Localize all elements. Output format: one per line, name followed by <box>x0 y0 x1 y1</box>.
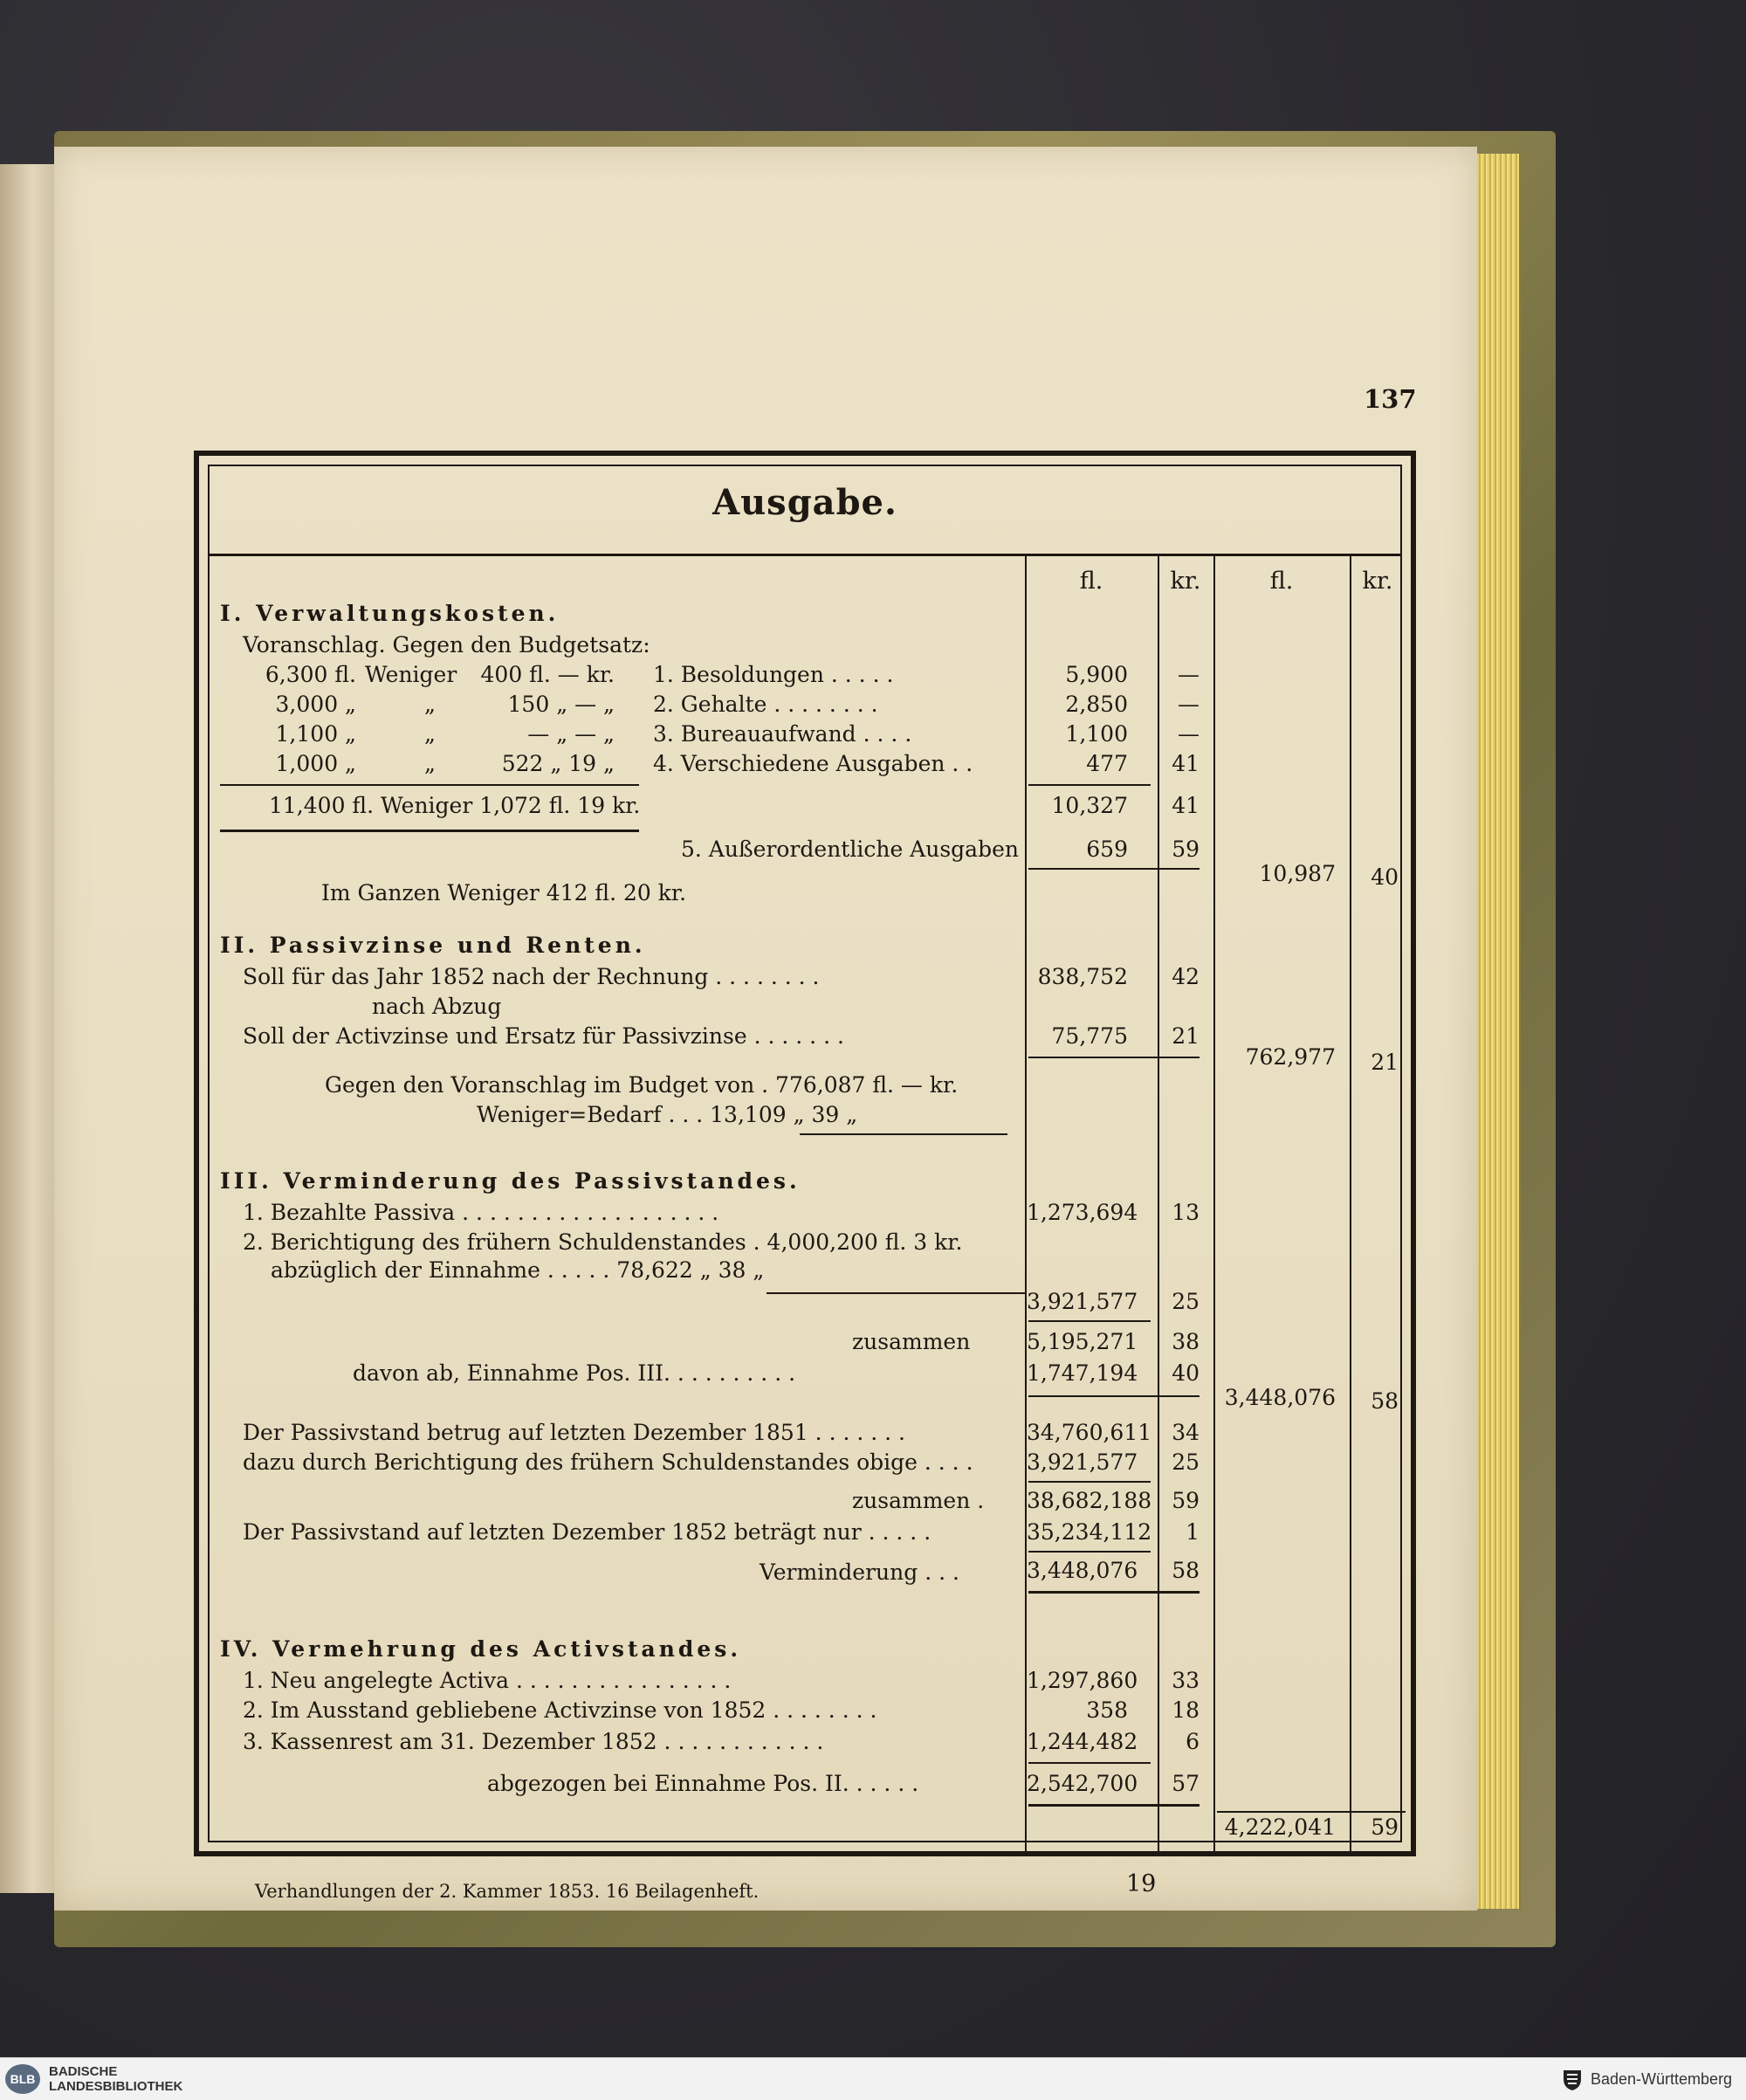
page-title: Ausgabe. <box>712 482 897 523</box>
page-edges <box>1477 154 1521 1909</box>
col-header-fl-2: fl. <box>1269 568 1294 595</box>
sec3-reduction-fl: 3,448,076 <box>1027 1558 1138 1583</box>
rule <box>1217 1811 1406 1813</box>
rule <box>1028 1481 1151 1483</box>
sec2-budget-label: Gegen den Voranschlag im Budget von . 776,087 fl. — kr. <box>325 1072 959 1098</box>
rule <box>800 1133 1007 1135</box>
sec1-intro: Voranschlag. Gegen den Budgetsatz: <box>243 632 650 658</box>
sec3-sum1-kr: 38 <box>1172 1329 1200 1354</box>
sec1-extra-kr: 59 <box>1172 837 1200 862</box>
footer-publication: Verhandlungen der 2. Kammer 1853. 16 Beilagenheft. <box>255 1881 760 1902</box>
sec1-budget: 1,100 „ <box>275 721 356 747</box>
viewer-bottom-bar <box>0 2057 1746 2100</box>
sec1-word: „ <box>424 692 436 717</box>
col-header-kr-1: kr. <box>1170 568 1201 595</box>
left-facing-page <box>0 164 56 1893</box>
blb-logo-icon[interactable]: BLB <box>5 2064 40 2094</box>
column-divider <box>1213 555 1215 1851</box>
sec2-total-fl: 762,977 <box>1245 1044 1336 1070</box>
sec3-p1-label: Der Passivstand betrug auf letzten Dezember 1851 . . . . . . . <box>243 1420 905 1445</box>
col-header-fl-1: fl. <box>1079 568 1103 595</box>
footer-signature-mark: 19 <box>1126 1870 1157 1897</box>
sec3-p2-label: dazu durch Berichtigung des frühern Schuldenstandes obige . . . . <box>243 1449 973 1475</box>
sec1-summary: Im Ganzen Weniger 412 fl. 20 kr. <box>321 880 687 905</box>
rule <box>220 830 639 832</box>
rule <box>766 1292 1025 1294</box>
sec4-row2-label: 2. Im Ausstand gebliebene Activzinse von 1852 . . . . . . . . <box>243 1697 877 1723</box>
section-heading-4: IV. Vermehrung des Activstandes. <box>220 1636 742 1662</box>
sec4-row1-fl: 1,297,860 <box>1027 1668 1138 1693</box>
sec3-minus-label: davon ab, Einnahme Pos. III. . . . . . . . . . <box>353 1360 796 1386</box>
sec1-diff: 400 fl. — kr. <box>480 662 615 687</box>
sec3-total-kr: 58 <box>1371 1388 1399 1414</box>
sec3-p1-fl: 34,760,611 <box>1027 1420 1152 1445</box>
rule <box>1028 868 1200 870</box>
sec1-diff: 522 „ 19 „ <box>501 751 615 776</box>
sec4-minus-label: abgezogen bei Einnahme Pos. II. . . . . . <box>487 1771 919 1796</box>
sec1-word: „ <box>424 751 436 776</box>
sec1-fl: 5,900 <box>1065 662 1128 687</box>
sec1-subtotal-text: 11,400 fl. Weniger 1,072 fl. 19 kr. <box>269 793 641 818</box>
sec3-p3-label: Der Passivstand auf letzten Dezember 1852 beträgt nur . . . . . <box>243 1519 931 1545</box>
sec4-row2-fl: 358 <box>1086 1697 1128 1723</box>
rule <box>1028 1320 1151 1322</box>
sec4-minus-fl: 2,542,700 <box>1027 1771 1138 1796</box>
sec2-row2-fl: 75,775 <box>1051 1023 1128 1049</box>
rule <box>1028 1057 1200 1058</box>
state-coat-of-arms-icon[interactable] <box>1561 2067 1584 2091</box>
sec1-fl: 2,850 <box>1065 692 1128 717</box>
sec1-diff: 150 „ — „ <box>507 692 615 717</box>
sec1-kr: — <box>1178 692 1200 717</box>
sec1-kr: — <box>1178 721 1200 747</box>
rule <box>1028 1762 1151 1764</box>
sec1-subtotal-fl: 10,327 <box>1051 793 1128 818</box>
sec1-extra-fl: 659 <box>1086 837 1128 862</box>
sec2-row2-label: Soll der Activzinse und Ersatz für Passivzinse . . . . . . . <box>243 1023 844 1049</box>
sec2-row2a-label: nach Abzug <box>372 994 502 1019</box>
sec3-sum1-fl: 5,195,271 <box>1027 1329 1138 1354</box>
state-name[interactable]: Baden-Württemberg <box>1591 2070 1733 2088</box>
sec4-row1-kr: 33 <box>1172 1668 1200 1693</box>
section-heading-1: I. Verwaltungskosten. <box>220 601 560 626</box>
sec3-row1-kr: 13 <box>1172 1200 1200 1225</box>
title-rule <box>208 554 1402 556</box>
sec3-sum1-label: zusammen <box>852 1329 971 1354</box>
sec3-row2-label: 2. Berichtigung des frühern Schuldenstandes . 4,000,200 fl. 3 kr. <box>243 1229 963 1255</box>
sec1-budget: 3,000 „ <box>275 692 356 717</box>
sec2-deficit-label: Weniger=Bedarf . . . 13,109 „ 39 „ <box>477 1102 858 1127</box>
rule <box>1028 784 1151 786</box>
sec1-total-fl: 10,987 <box>1259 861 1336 886</box>
sec1-fl: 1,100 <box>1065 721 1128 747</box>
sec1-subtotal-kr: 41 <box>1172 793 1200 818</box>
section-heading-2: II. Passivzinse und Renten. <box>220 933 646 958</box>
sec3-reduction-label: Verminderung . . . <box>760 1560 959 1585</box>
sec1-extra-label: 5. Außerordentliche Ausgaben <box>681 837 1019 862</box>
sec3-p3-kr: 1 <box>1186 1519 1200 1545</box>
sec1-total-kr: 40 <box>1371 864 1399 890</box>
sec4-row3-kr: 6 <box>1186 1729 1200 1754</box>
sec3-minus-fl: 1,747,194 <box>1027 1360 1138 1386</box>
sec1-word: Weniger <box>365 662 457 687</box>
sec1-budget: 6,300 fl. <box>265 662 356 687</box>
sec1-fl: 477 <box>1086 751 1128 776</box>
sec1-label: 1. Besoldungen . . . . . <box>653 662 894 687</box>
sec3-total-fl: 3,448,076 <box>1224 1385 1336 1410</box>
sec4-total-kr: 59 <box>1371 1814 1399 1840</box>
rule <box>1028 1551 1151 1553</box>
ledger-frame <box>194 451 1416 1856</box>
sec2-row1-kr: 42 <box>1172 964 1200 989</box>
sec4-row3-fl: 1,244,482 <box>1027 1729 1138 1754</box>
sec4-row3-label: 3. Kassenrest am 31. Dezember 1852 . . . . . . . . . . . . <box>243 1729 824 1754</box>
rule <box>1028 1395 1200 1397</box>
sec2-row1-fl: 838,752 <box>1037 964 1128 989</box>
sec1-label: 2. Gehalte . . . . . . . . <box>653 692 878 717</box>
sec2-total-kr: 21 <box>1371 1050 1399 1075</box>
sec4-minus-kr: 57 <box>1172 1771 1200 1796</box>
library-name-line-1: BADISCHE <box>49 2064 118 2079</box>
sec3-sum2-fl: 38,682,188 <box>1027 1488 1152 1513</box>
sec3-minus-kr: 40 <box>1172 1360 1200 1386</box>
book-page <box>54 147 1477 1911</box>
rule <box>220 784 639 786</box>
sec3-row2-fl: 3,921,577 <box>1027 1289 1138 1314</box>
rule <box>1028 1591 1200 1594</box>
sec1-label: 4. Verschiedene Ausgaben . . <box>653 751 973 776</box>
sec1-label: 3. Bureauaufwand . . . . <box>653 721 912 747</box>
sec2-row2-kr: 21 <box>1172 1023 1200 1049</box>
page-number: 137 <box>1364 384 1417 414</box>
sec1-diff: — „ — „ <box>527 721 615 747</box>
sec1-kr: 41 <box>1172 751 1200 776</box>
rule <box>1028 1804 1200 1807</box>
library-name[interactable] <box>49 2064 182 2094</box>
sec3-p2-fl: 3,921,577 <box>1027 1449 1138 1475</box>
sec3-row1-fl: 1,273,694 <box>1027 1200 1138 1225</box>
sec3-row2-kr: 25 <box>1172 1289 1200 1314</box>
sec3-p3-fl: 35,234,112 <box>1027 1519 1152 1545</box>
sec4-total-fl: 4,222,041 <box>1224 1814 1336 1840</box>
sec3-row2b-label: abzüglich der Einnahme . . . . . 78,622 „ 38 „ <box>271 1257 765 1283</box>
sec2-row1-label: Soll für das Jahr 1852 nach der Rechnung . . . . . . . . <box>243 964 820 989</box>
sec3-sum2-kr: 59 <box>1172 1488 1200 1513</box>
sec3-row1-label: 1. Bezahlte Passiva . . . . . . . . . . . . . . . . . . . <box>243 1200 719 1225</box>
sec1-budget: 1,000 „ <box>275 751 356 776</box>
sec1-kr: — <box>1178 662 1200 687</box>
sec4-row2-kr: 18 <box>1172 1697 1200 1723</box>
column-divider <box>1350 555 1351 1851</box>
sec3-p2-kr: 25 <box>1172 1449 1200 1475</box>
library-name-line-2: LANDESBIBLIOTHEK <box>49 2079 183 2094</box>
col-header-kr-2: kr. <box>1362 568 1393 595</box>
sec3-p1-kr: 34 <box>1172 1420 1200 1445</box>
sec3-reduction-kr: 58 <box>1172 1558 1200 1583</box>
sec3-sum2-label: zusammen . <box>852 1488 985 1513</box>
section-heading-3: III. Verminderung des Passivstandes. <box>220 1168 801 1194</box>
sec1-word: „ <box>424 721 436 747</box>
sec4-row1-label: 1. Neu angelegte Activa . . . . . . . . . . . . . . . . <box>243 1668 732 1693</box>
